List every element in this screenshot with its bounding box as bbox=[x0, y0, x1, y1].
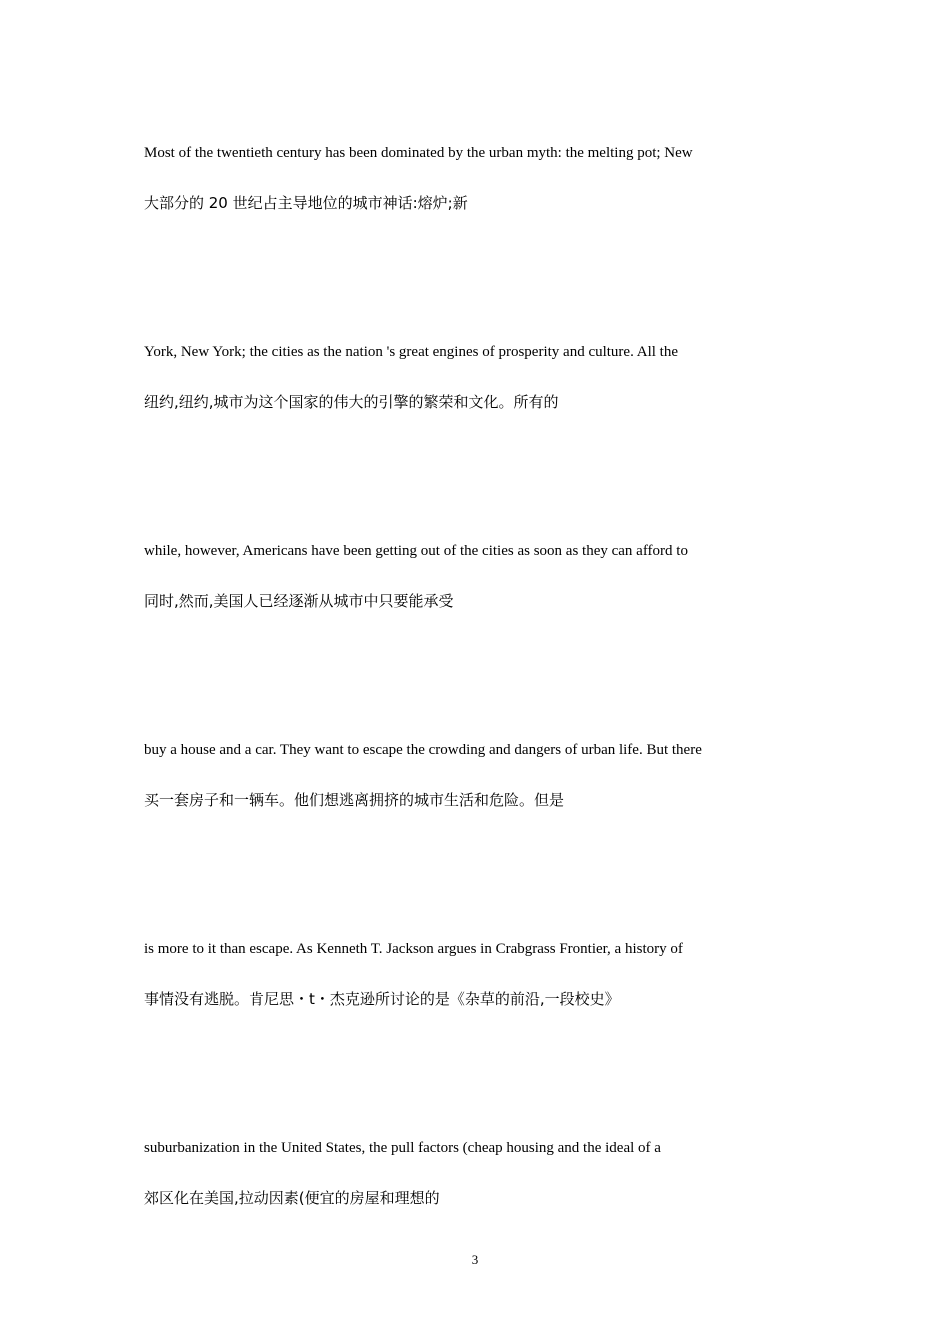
chinese-line-5: 事情没有逃脱。肯尼思・t・杰克逊所讨论的是《杂草的前沿,一段校史》 bbox=[144, 990, 620, 1008]
english-line-4: buy a house and a car. They want to escape the crowding and dangers of urban life. But there bbox=[144, 742, 702, 758]
chinese-line-1: 大部分的 20 世纪占主导地位的城市神话:熔炉;新 bbox=[144, 194, 468, 212]
chinese-line-4: 买一套房子和一辆车。他们想逃离拥挤的城市生活和危险。但是 bbox=[144, 791, 565, 809]
english-line-5: is more to it than escape. As Kenneth T. Jackson argues in Crabgrass Frontier, a history of bbox=[144, 941, 683, 957]
english-line-6: suburbanization in the United States, the pull factors (cheap housing and the ideal of a bbox=[144, 1140, 661, 1156]
chinese-line-3: 同时,然而,美国人已经逐渐从城市中只要能承受 bbox=[144, 592, 454, 610]
page-number: 3 bbox=[471, 1252, 479, 1267]
english-line-1: Most of the twentieth century has been dominated by the urban myth: the melting pot; New bbox=[144, 145, 693, 161]
chinese-line-2: 纽约,纽约,城市为这个国家的伟大的引擎的繁荣和文化。所有的 bbox=[144, 393, 559, 411]
english-line-2: York, New York; the cities as the nation 's great engines of prosperity and culture. All the bbox=[144, 344, 679, 360]
english-line-3: while, however, Americans have been getting out of the cities as soon as they can afford to bbox=[144, 543, 688, 559]
chinese-line-6: 郊区化在美国,拉动因素(便宜的房屋和理想的 bbox=[144, 1189, 440, 1207]
